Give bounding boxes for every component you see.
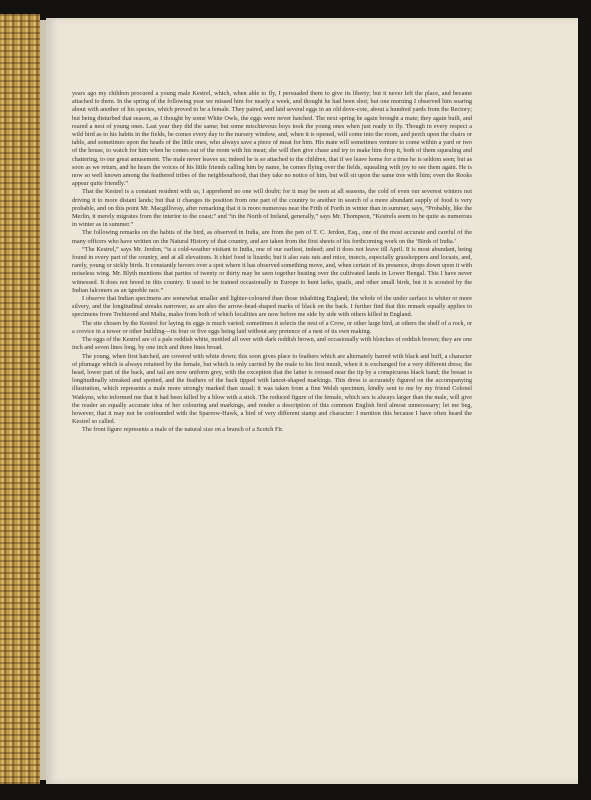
paragraph: The front figure represents a male of the natural size on a branch of a Scotch Fir. <box>82 426 284 434</box>
paragraph: That the Kestrel is a constant resident with us, I apprehend no one will doubt; for it may be seen at all seasons, the cold of even our severest winters not driving it to more distant lands; but that it changes its position from one part of the country to another in search of a more abundant supply of food is very probable, and on this point Mr. Macgillivray, after remarking that it is more numerous near the Frith of Forth in winter than in summer, says, “Probably, like the Merlin, it merely migrates from the interior to the coast;” and “in the North of Ireland, generally,” says Mr. Thompson, “Kestrels seem to be quite as numerous in winter as in summer.” <box>72 188 472 229</box>
paragraph: I observe that Indian specimens are somewhat smaller and lighter-coloured than those inhabiting England; the whole of the under surface is whiter or more silvery, and the longitudinal streaks narrower, as are also the arrow-head-shaped marks of black on the back. I further find that this remark equally applies to specimens from Trebizond and Malta, males from both of which localities are now before me side by side with others killed in England. <box>72 295 472 319</box>
paragraph: years ago my children procured a young male Kestrel, which, when able to fly, I persuaded them to give its liberty; but it never left the place, and became attached to them. In the spring of the following year we missed him for nearly a week, and thought he had been shot; but one morning I observed him soaring about with another of his species, which proved to be a female. They paired, and laid several eggs in an old dove-cote, about a hundred yards from the Rectory; but being disturbed that season, as I thought by some White Owls, the eggs were never hatched. The next spring he again brought a mate; they again built, and reared a nest of young ones. Last year they did the same; but some mischievous boys took the young ones when just ready to fly. Though in every respect a wild bird as to his habits in the fields, he comes every day to the nursery window, and, when it is opened, will come into the room, and perch upon the chairs or table, and sometimes upon the heads of the little ones, who always save a piece of meat for him. His mate will sometimes venture to come within a yard or two of the house, to watch for him when he comes out of the room with his meat; she will then give chase and try to make him drop it, both of them squealing and chattering, to our great amusement. The male never leaves us; indeed he is so attached to the children, that if we leave home for a time he is seldom seen; but as soon as we return, and he hears the voices of his little friends calling him by name, he comes flying over the fields, squealing with joy to see them again. He is now so well known among the feathered tribes of the neighbourhood, that they take no notice of him, but will sit upon the same tree with him; even the Rooks appear quite friendly.” <box>72 90 472 188</box>
paragraph: The site chosen by the Kestrel for laying its eggs is much varied; sometimes it selects the nest of a Crow, or other large bird, at others the shelf of a rock, or a crevice in a tower or other building—its four or five eggs being laid without any pretence of a nest of its own making. <box>72 319 472 335</box>
paragraph: The following remarks on the habits of the bird, as observed in India, are from the pen of T. C. Jerdon, Esq., one of the most accurate and careful of the many officers who have written on the Natural History of that country, and are taken from the first sheets of his forthcoming work on the ‘Birds of India.’ <box>72 229 472 245</box>
paragraph: The young, when first hatched, are covered with white down; this soon gives place to feathers which are alternately barred with black and buff, a character of plumage which is always retained by the female, but which is only carried by the male to his first moult, when it is exchanged for a very different dress; the head, lower part of the back, and tail are now uniform grey, with the exception that the latter is crossed near the tip by a conspicuous black band; the breast is longitudinally streaked and spotted, and the feathers of the back tipped with lancet-shaped markings. This dress is accurately figured on the accompanying illustration, which represents a male more strongly marked than usual; it was taken from a fine Welsh specimen, kindly sent to me by my friend Colonel Watkyns, who informed me that it had been killed by a blow with a stick. The reduced figure of the female, which sex is always larger than the male, will give the reader an equally accurate idea of her colouring and markings, and render a description of this common English bird almost unnecessary; let me beg, however, that it may not be confounded with the Sparrow-Hawk, a bird of very different stamp and character: I mention this because I have often heard the Kestrel so called. <box>72 352 472 426</box>
paragraph: “The Kestrel,” says Mr. Jerdon, “is a cold-weather visitant to India, one of our earliest, indeed; and it does not leave till April. It is most abundant, being found in every part of the country, and at all elevations. It chief food is lizards; but it also eats rats and mice, insects, especially grasshoppers and locusts, and, rarely, young or sickly birds. It constantly hovers over a spot where it has observed something move, and, when certain of its presence, drops down upon it with noiseless wing. Mr. Blyth mentions that parties of twenty or thirty may be seen together beating over the cultivated lands in Lower Bengal. This I have never witnessed. It does not breed in this country. It used to be trained occasionally in Europe to hunt larks, quails, and other small birds, but it is scouted by the Indian falconers as an ignoble race.” <box>72 245 472 294</box>
paragraph: The eggs of the Kestrel are of a pale reddish white, mottled all over with dark reddish brown, and occasionally with blotches of reddish brown; they are one inch and seven lines long, by one inch and three lines broad. <box>72 336 472 352</box>
body-text <box>72 90 472 435</box>
book-binding-ornament <box>0 14 40 784</box>
